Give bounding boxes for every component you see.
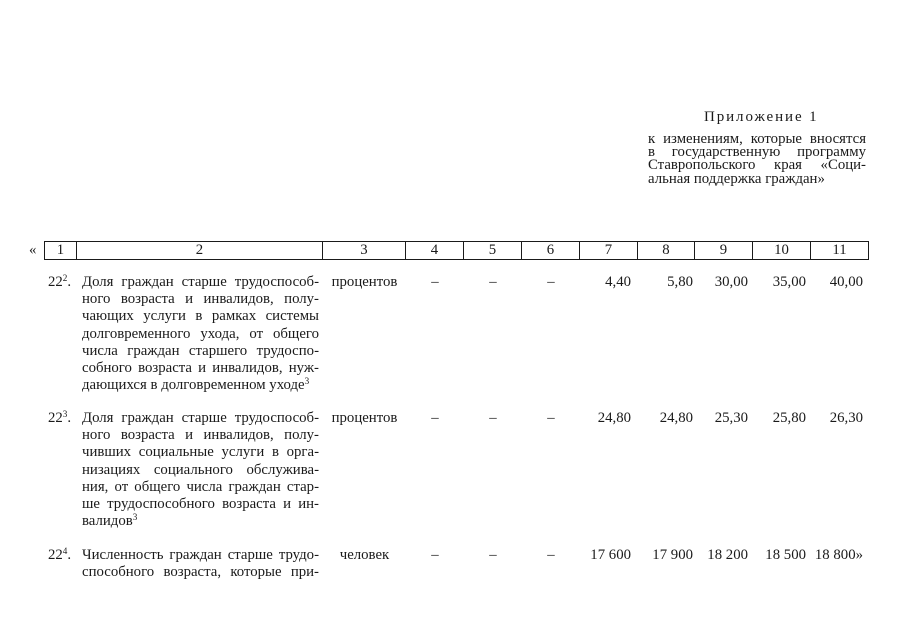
value-col-6: – bbox=[547, 547, 555, 563]
value-col-7: 17 600 bbox=[590, 547, 631, 563]
unit-cell: процентов bbox=[331, 274, 398, 290]
description-line-text: валидов bbox=[82, 513, 133, 530]
value-col-7: 4,40 bbox=[605, 274, 631, 290]
value-col-11: 40,00 bbox=[829, 274, 863, 290]
appendix-note-line: Ставропольского края «Соци- bbox=[648, 157, 866, 174]
value-col-5: – bbox=[489, 410, 497, 426]
description-line: низациях социального обслужива- bbox=[82, 461, 319, 478]
column-number: 9 bbox=[695, 242, 753, 259]
value-col-8: 5,80 bbox=[667, 274, 693, 290]
unit-cell: человек bbox=[339, 547, 390, 563]
description-line: ного возраста и инвалидов, полу- bbox=[82, 291, 319, 308]
appendix-note bbox=[648, 133, 866, 186]
row-index bbox=[45, 547, 77, 581]
row-index-number: 22 bbox=[48, 274, 63, 290]
description-line bbox=[82, 377, 319, 394]
description-line: чивших социальные услуги в орга- bbox=[82, 444, 319, 461]
appendix-title: Приложение 1 bbox=[704, 109, 819, 125]
value-col-4: – bbox=[431, 274, 439, 290]
row-index-superscript: 3 bbox=[62, 408, 68, 419]
description-line: ного возраста и инвалидов, полу- bbox=[82, 427, 319, 444]
footnote-marker: 3 bbox=[132, 512, 138, 523]
row-index-suffix: . bbox=[67, 274, 72, 290]
description-line bbox=[82, 513, 319, 530]
value-col-4: – bbox=[431, 410, 439, 426]
value-col-6: – bbox=[547, 410, 555, 426]
row-index-number: 22 bbox=[48, 547, 63, 563]
column-number: 5 bbox=[464, 242, 522, 259]
row-index bbox=[45, 410, 77, 530]
row-index bbox=[45, 274, 77, 394]
value-col-11: 26,30 bbox=[829, 410, 863, 426]
appendix-note-line: в государственную программу bbox=[648, 144, 866, 161]
value-col-7: 24,80 bbox=[597, 410, 631, 426]
value-col-8: 17 900 bbox=[652, 547, 693, 563]
description-line: долговременного ухода, от общего bbox=[82, 325, 319, 342]
appendix-note-line: альная поддержка граждан» bbox=[648, 170, 825, 187]
description-line: способного возраста, которые при- bbox=[82, 564, 319, 581]
description-line: собного возраста и инвалидов, нуж- bbox=[82, 360, 319, 377]
value-col-9: 25,30 bbox=[714, 410, 748, 426]
column-number: 11 bbox=[832, 242, 847, 258]
column-number: 8 bbox=[638, 242, 695, 259]
column-number: 1 bbox=[45, 242, 77, 259]
table-row bbox=[45, 410, 868, 530]
column-number: 10 bbox=[753, 242, 811, 259]
table-column-number-row bbox=[44, 241, 869, 260]
column-number: 4 bbox=[406, 242, 464, 259]
value-col-10: 35,00 bbox=[772, 274, 806, 290]
row-index-number: 22 bbox=[48, 410, 63, 426]
description-line: числа граждан старшего трудоспо- bbox=[82, 342, 319, 359]
table-row bbox=[45, 547, 868, 581]
description-line: Доля граждан старше трудоспособ- bbox=[82, 410, 319, 426]
footnote-marker: 3 bbox=[304, 376, 310, 387]
value-col-10: 18 500 bbox=[765, 547, 806, 563]
description-line: чающих услуги в рамках системы bbox=[82, 308, 319, 325]
value-col-5: – bbox=[489, 547, 497, 563]
unit-cell: процентов bbox=[331, 410, 398, 426]
description-line: ше трудоспособного возраста и ин- bbox=[82, 496, 319, 513]
table-row bbox=[45, 274, 868, 394]
row-index-superscript: 2 bbox=[62, 272, 68, 283]
value-col-9: 30,00 bbox=[714, 274, 748, 290]
description-line-text: дающихся в долговременном уходе bbox=[82, 377, 305, 394]
table-opening-quote: « bbox=[29, 242, 37, 258]
row-index-suffix: . bbox=[67, 410, 72, 426]
description-line: Численность граждан старше трудо- bbox=[82, 547, 319, 563]
column-number: 7 bbox=[580, 242, 638, 259]
value-col-5: – bbox=[489, 274, 497, 290]
value-col-4: – bbox=[431, 547, 439, 563]
indicator-description bbox=[77, 410, 323, 530]
value-col-8: 24,80 bbox=[659, 410, 693, 426]
column-number: 6 bbox=[522, 242, 580, 259]
row-index-suffix: . bbox=[67, 547, 72, 563]
value-col-10: 25,80 bbox=[772, 410, 806, 426]
description-line: Доля граждан старше трудоспособ- bbox=[82, 274, 319, 290]
appendix-note-line: к изменениям, которые вносятся bbox=[648, 131, 866, 147]
column-number: 3 bbox=[323, 242, 406, 259]
indicator-description bbox=[77, 547, 323, 581]
value-col-6: – bbox=[547, 274, 555, 290]
column-number: 2 bbox=[77, 242, 323, 259]
indicator-description bbox=[77, 274, 323, 394]
description-line: ния, от общего числа граждан стар- bbox=[82, 478, 319, 495]
value-col-9: 18 200 bbox=[707, 547, 748, 563]
row-index-superscript: 4 bbox=[62, 545, 68, 556]
value-col-11: 18 800» bbox=[814, 547, 863, 563]
